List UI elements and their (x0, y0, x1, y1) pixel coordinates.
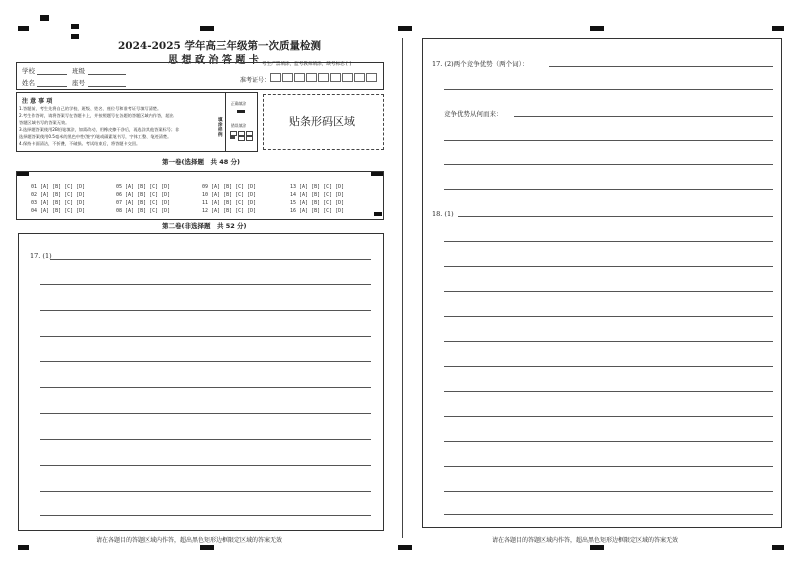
alignment-mark (18, 26, 29, 31)
choice-item[interactable] (31, 192, 85, 198)
school-field[interactable] (37, 74, 67, 75)
answer-line[interactable] (444, 391, 773, 392)
notice-title: 注 意 事 项 (22, 98, 53, 105)
choice-item[interactable] (116, 200, 170, 206)
exam-id-label: 准考证号： (240, 77, 271, 84)
seat-field[interactable] (88, 86, 126, 87)
answer-line[interactable] (444, 189, 773, 190)
q17-1-label: 17. (1) (30, 252, 52, 260)
answer-line[interactable] (50, 259, 371, 260)
option-bubbles[interactable]: [A] [B] [C] [D] (125, 200, 171, 206)
choice-item[interactable] (202, 192, 256, 198)
choice-item[interactable] (290, 184, 344, 190)
school-label: 学校 (22, 67, 35, 75)
answer-line[interactable] (444, 316, 773, 317)
page-divider (402, 38, 403, 538)
wrong-fill-label: 错误填涂 (231, 123, 247, 128)
option-bubbles[interactable]: [A] [B] [C] [D] (211, 192, 257, 198)
answer-line[interactable] (444, 366, 773, 367)
notice-line: 答题区域书写的答案无效。 (19, 120, 70, 125)
q18-1-label: 18. (1) (432, 210, 454, 218)
notice-line: 3.选择题答案使用2B铅笔填涂，如需改动，用橡皮擦干净后，再选涂其他答案标号；非 (19, 127, 180, 132)
footer-left: 请在各题目的答题区域内作答，超出黑色矩形边框限定区域的答案无效 (96, 537, 283, 544)
question-number: 07 (116, 200, 126, 206)
answer-line[interactable] (444, 441, 773, 442)
answer-line[interactable] (444, 140, 773, 141)
section2-title: 第二卷(非选择题 共 52 分) (162, 222, 247, 230)
answer-line[interactable] (40, 491, 371, 492)
option-bubbles[interactable]: [A] [B] [C] [D] (125, 192, 171, 198)
choice-item[interactable] (202, 200, 256, 206)
correct-fill-label: 正确填涂 (231, 101, 247, 106)
answer-line[interactable] (444, 266, 773, 267)
exam-id-cell[interactable] (318, 73, 329, 82)
question-number: 13 (290, 184, 300, 190)
choice-item[interactable] (116, 208, 170, 214)
answer-line[interactable] (40, 413, 371, 414)
answer-box-17-1 (18, 233, 384, 531)
answer-line[interactable] (444, 164, 773, 165)
question-number: 12 (202, 208, 212, 214)
option-bubbles[interactable]: [A] [B] [C] [D] (211, 184, 257, 190)
alignment-mark (398, 26, 412, 31)
answer-line[interactable] (444, 89, 773, 90)
choice-item[interactable] (290, 200, 344, 206)
question-number: 15 (290, 200, 300, 206)
exam-id-cell[interactable] (306, 73, 317, 82)
absent-note: 考生严禁填涂，监考教师填涂，缺考标志 [ ] (262, 62, 352, 67)
answer-line[interactable] (444, 291, 773, 292)
answer-line[interactable] (40, 310, 371, 311)
exam-id-cell[interactable] (330, 73, 341, 82)
question-number: 11 (202, 200, 212, 206)
answer-line[interactable] (444, 491, 773, 492)
exam-id-cell[interactable] (270, 73, 281, 82)
notice-line: 选择题答案使用0.5毫米的黑色中性(签字)笔或碳素笔书写，字体工整、笔迹清楚。 (19, 134, 172, 139)
section1-title: 第一卷(选择题 共 48 分) (162, 158, 241, 166)
answer-line[interactable] (40, 465, 371, 466)
alignment-mark (590, 26, 604, 31)
footer-right: 请在各题目的答题区域内作答，超出黑色矩形边框限定区域的答案无效 (492, 537, 679, 544)
notice-line: 4.保持卡面清洁，不折叠，不破损。考试结束后，将答题卡交回。 (19, 141, 141, 146)
question-number: 03 (31, 200, 41, 206)
choice-item[interactable] (202, 208, 256, 214)
option-bubbles[interactable]: [A] [B] [C] [D] (125, 184, 171, 190)
fill-example-side-label: 填涂样例 (218, 118, 223, 138)
q17-2-label: 17. (2)两个竞争优势（两个词）： (432, 60, 529, 68)
alignment-mark (40, 15, 49, 21)
alignment-mark (71, 34, 79, 39)
option-bubbles[interactable]: [A] [B] [C] [D] (211, 200, 257, 206)
question-number: 05 (116, 184, 126, 190)
answer-line[interactable] (458, 216, 773, 217)
choice-item[interactable] (31, 200, 85, 206)
answer-line[interactable] (444, 416, 773, 417)
choice-item[interactable] (290, 192, 344, 198)
q17-2-answer-line2[interactable] (514, 116, 773, 117)
question-number: 04 (31, 208, 41, 214)
choice-item[interactable] (116, 184, 170, 190)
choice-item[interactable] (116, 192, 170, 198)
answer-line[interactable] (40, 361, 371, 362)
option-bubbles[interactable]: [A] [B] [C] [D] (299, 208, 345, 214)
choice-item[interactable] (31, 184, 85, 190)
choice-item[interactable] (202, 184, 256, 190)
option-bubbles[interactable]: [A] [B] [C] [D] (299, 200, 345, 206)
question-number: 10 (202, 192, 212, 198)
question-number: 16 (290, 208, 300, 214)
notice-line: 1.答题前，考生先将自己的学校、班级、姓名、座位号和准考证号填写清楚。 (19, 106, 162, 111)
exam-id-cell[interactable] (294, 73, 305, 82)
alignment-mark (772, 545, 784, 550)
alignment-mark (371, 172, 383, 176)
answer-line[interactable] (40, 439, 371, 440)
alignment-mark (590, 545, 604, 550)
barcode-label: 贴条形码区域 (289, 115, 355, 128)
option-bubbles[interactable]: [A] [B] [C] [D] (299, 192, 345, 198)
option-bubbles[interactable]: [A] [B] [C] [D] (211, 208, 257, 214)
alignment-mark (200, 545, 214, 550)
option-bubbles[interactable]: [A] [B] [C] [D] (40, 208, 86, 214)
notice-line: 2.考生作答时，请将答案写在答题卡上，并按照题号在各题的答题区域内作答，超出 (19, 113, 174, 118)
alignment-mark (398, 545, 412, 550)
wrong-fill-icon (230, 131, 252, 141)
answer-line[interactable] (40, 336, 371, 337)
option-bubbles[interactable]: [A] [B] [C] [D] (299, 184, 345, 190)
exam-id-cell[interactable] (366, 73, 377, 82)
answer-line[interactable] (40, 284, 371, 285)
answer-line[interactable] (444, 341, 773, 342)
question-number: 06 (116, 192, 126, 198)
alignment-mark (772, 26, 784, 31)
answer-line[interactable] (40, 515, 371, 516)
exam-id-cell[interactable] (354, 73, 365, 82)
class-label: 班级 (72, 67, 85, 75)
exam-id-cell[interactable] (282, 73, 293, 82)
question-number: 02 (31, 192, 41, 198)
q17-2-answer-line[interactable] (549, 66, 773, 67)
option-bubbles[interactable]: [A] [B] [C] [D] (40, 200, 86, 206)
alignment-mark (200, 26, 214, 31)
choice-item[interactable] (31, 208, 85, 214)
exam-id-cell[interactable] (342, 73, 353, 82)
alignment-mark (71, 24, 79, 29)
seat-label: 座号 (72, 79, 85, 87)
alignment-mark (18, 545, 29, 550)
correct-fill-icon (237, 110, 245, 113)
answer-line[interactable] (40, 387, 371, 388)
option-bubbles[interactable]: [A] [B] [C] [D] (125, 208, 171, 214)
exam-title: 2024-2025 学年高三年级第一次质量检测 (118, 40, 321, 52)
alignment-mark (374, 212, 382, 216)
question-number: 08 (116, 208, 126, 214)
question-number: 09 (202, 184, 212, 190)
subject-title: 思 想 政 治 答 题 卡 (168, 55, 259, 66)
q17-2-label2: 竞争优势从何而来： (444, 110, 503, 118)
answer-line[interactable] (444, 514, 773, 515)
class-field[interactable] (88, 74, 126, 75)
option-bubbles[interactable]: [A] [B] [C] [D] (40, 192, 86, 198)
name-label: 姓名 (22, 79, 35, 87)
choice-item[interactable] (290, 208, 344, 214)
answer-line[interactable] (444, 241, 773, 242)
name-field[interactable] (37, 86, 67, 87)
alignment-mark (17, 172, 29, 176)
answer-line[interactable] (444, 466, 773, 467)
option-bubbles[interactable]: [A] [B] [C] [D] (40, 184, 86, 190)
question-number: 01 (31, 184, 41, 190)
question-number: 14 (290, 192, 300, 198)
